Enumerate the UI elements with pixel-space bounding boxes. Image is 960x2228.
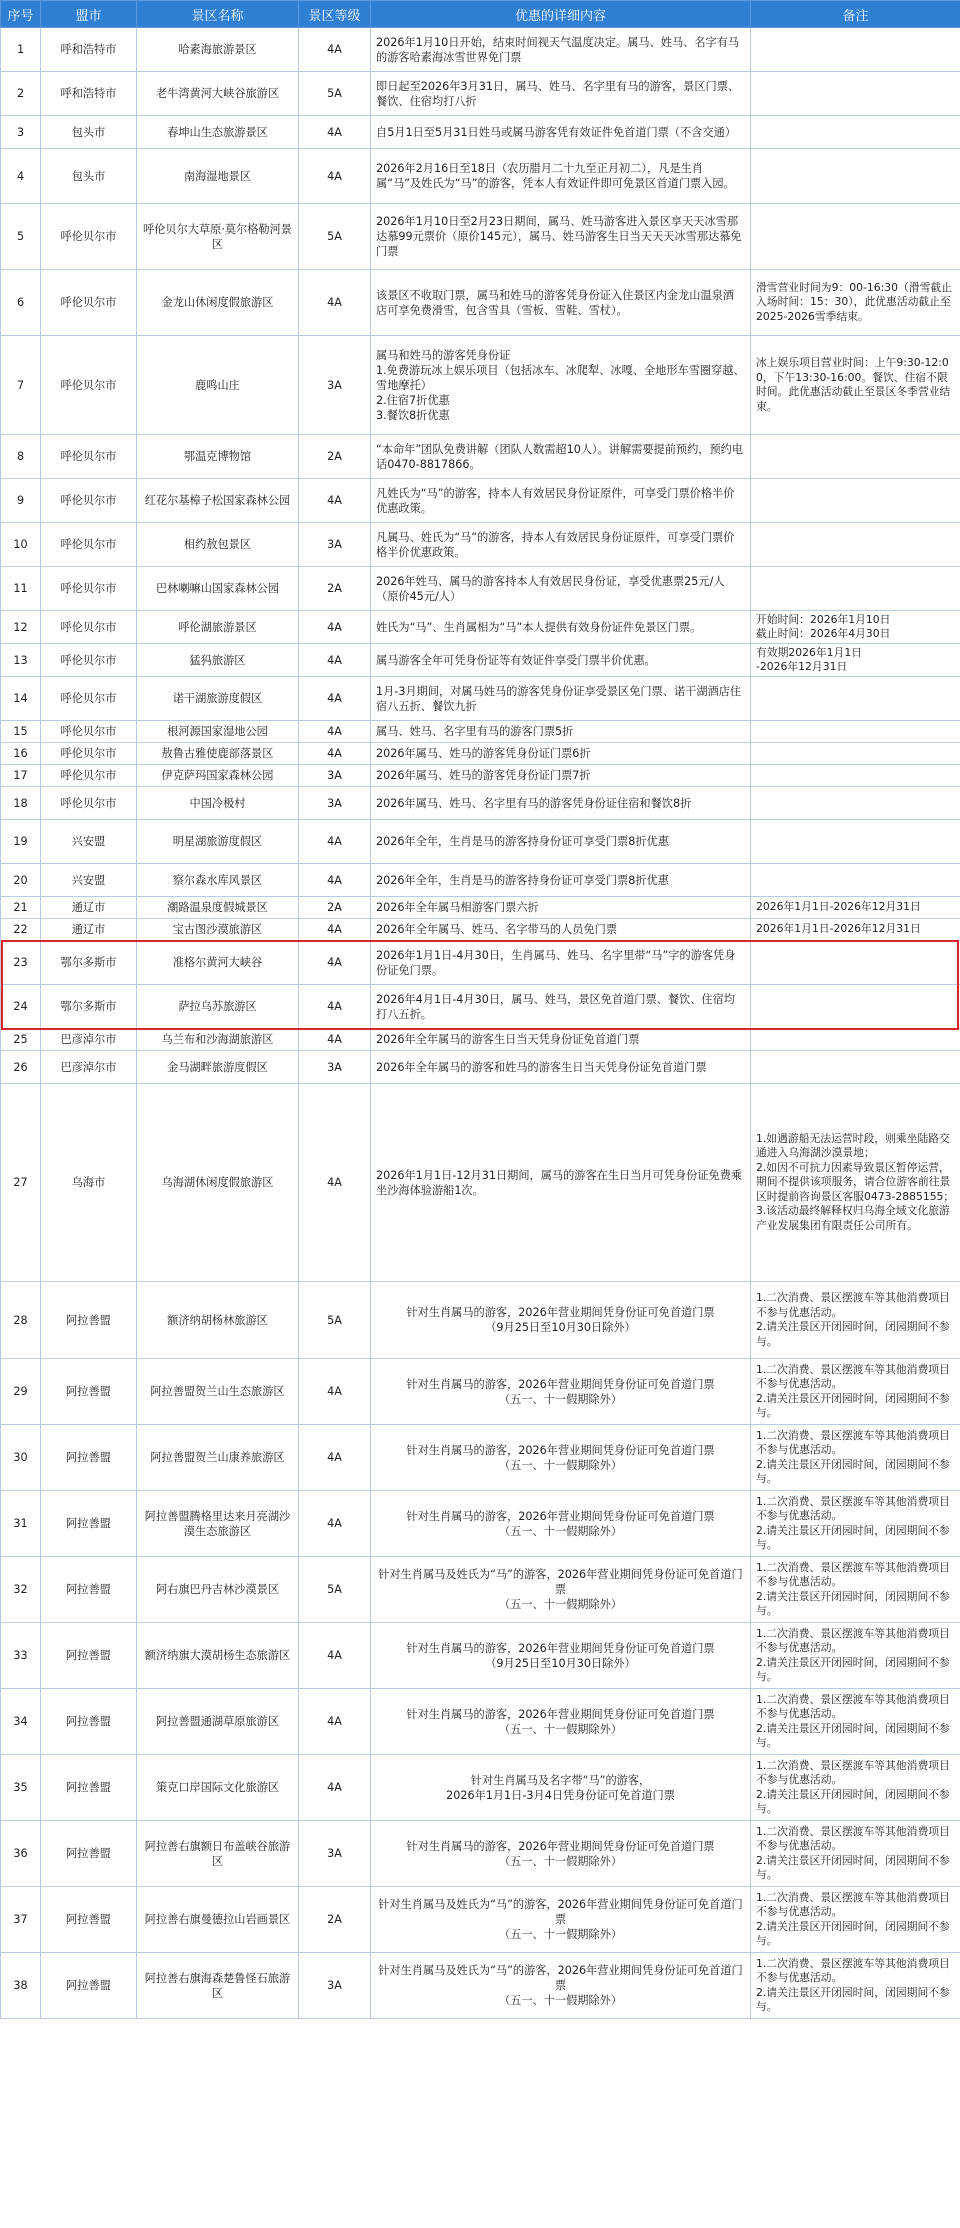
row-scenic-name: 红花尔基樟子松国家森林公园 — [137, 479, 299, 523]
row-scenic-name: 鹿鸣山庄 — [137, 336, 299, 435]
row-level: 4A — [299, 149, 371, 204]
row-number: 35 — [1, 1755, 41, 1821]
table-row — [1, 435, 960, 479]
row-remark: 1.二次消费、景区摆渡车等其他消费项目不参与优惠活动。 2.请关注景区开闭园时间，闭园期间不参与。 — [751, 1359, 960, 1425]
row-level: 4A — [299, 985, 371, 1029]
row-level: 3A — [299, 1821, 371, 1887]
row-level: 3A — [299, 1953, 371, 2019]
header-remark: 备注 — [751, 1, 960, 28]
table-row — [1, 743, 960, 765]
row-level: 2A — [299, 1887, 371, 1953]
row-city: 呼伦贝尔市 — [41, 743, 137, 765]
row-detail: 针对生肖属马及姓氏为“马”的游客，2026年营业期间凭身份证可免首道门票 （五一、十一假期除外） — [371, 1557, 751, 1623]
header-city: 盟市 — [41, 1, 137, 28]
row-number: 34 — [1, 1689, 41, 1755]
row-remark — [751, 116, 960, 149]
row-detail: 2026年属马、姓马的游客凭身份证门票6折 — [371, 743, 751, 765]
row-detail: 针对生肖属马的游客，2026年营业期间凭身份证可免首道门票 （五一、十一假期除外） — [371, 1689, 751, 1755]
table-row — [1, 1084, 960, 1282]
row-level: 3A — [299, 336, 371, 435]
row-city: 兴安盟 — [41, 820, 137, 864]
table-row — [1, 897, 960, 919]
row-scenic-name: 乌海湖休闲度假旅游区 — [137, 1084, 299, 1282]
row-scenic-name: 策克口岸国际文化旅游区 — [137, 1755, 299, 1821]
row-number: 15 — [1, 721, 41, 743]
table-row — [1, 611, 960, 644]
table-row — [1, 985, 960, 1029]
row-city: 呼伦贝尔市 — [41, 435, 137, 479]
row-scenic-name: 额济纳胡杨林旅游区 — [137, 1282, 299, 1359]
row-level: 4A — [299, 1084, 371, 1282]
row-detail: 凡姓氏为“马”的游客，持本人有效居民身份证原件，可享受门票价格半价优惠政策。 — [371, 479, 751, 523]
row-number: 2 — [1, 72, 41, 116]
row-remark: 开始时间：2026年1月10日 截止时间：2026年4月30日 — [751, 611, 960, 644]
row-remark — [751, 864, 960, 897]
row-scenic-name: 呼伦湖旅游景区 — [137, 611, 299, 644]
row-city: 阿拉善盟 — [41, 1821, 137, 1887]
row-remark: 1.二次消费、景区摆渡车等其他消费项目不参与优惠活动。 2.请关注景区开闭园时间，闭园期间不参与。 — [751, 1425, 960, 1491]
row-detail: 属马游客全年可凭身份证等有效证件享受门票半价优惠。 — [371, 644, 751, 677]
row-scenic-name: 阿右旗巴丹吉林沙漠景区 — [137, 1557, 299, 1623]
row-scenic-name: 根河源国家湿地公园 — [137, 721, 299, 743]
row-detail: 针对生肖属马的游客，2026年营业期间凭身份证可免首道门票 （9月25日至10月30日除外） — [371, 1623, 751, 1689]
row-scenic-name: 明星湖旅游度假区 — [137, 820, 299, 864]
row-remark: 1.二次消费、景区摆渡车等其他消费项目不参与优惠活动。 2.请关注景区开闭园时间，闭园期间不参与。 — [751, 1491, 960, 1557]
row-remark: 有效期2026年1月1日 -2026年12月31日 — [751, 644, 960, 677]
row-detail: 2026年1月1日-12月31日期间，属马的游客在生日当月可凭身份证免费乘坐沙海体验游船1次。 — [371, 1084, 751, 1282]
row-number: 12 — [1, 611, 41, 644]
row-level: 4A — [299, 743, 371, 765]
row-scenic-name: 老牛湾黄河大峡谷旅游区 — [137, 72, 299, 116]
row-level: 4A — [299, 677, 371, 721]
row-level: 4A — [299, 1491, 371, 1557]
row-detail: 属马、姓马、名字里有马的游客门票5折 — [371, 721, 751, 743]
row-scenic-name: 伊克萨玛国家森林公园 — [137, 765, 299, 787]
row-remark: 1.二次消费、景区摆渡车等其他消费项目不参与优惠活动。 2.请关注景区开闭园时间，闭园期间不参与。 — [751, 1689, 960, 1755]
row-city: 呼伦贝尔市 — [41, 787, 137, 820]
row-detail: 针对生肖属马的游客，2026年营业期间凭身份证可免首道门票 （五一、十一假期除外） — [371, 1359, 751, 1425]
row-number: 10 — [1, 523, 41, 567]
row-remark — [751, 677, 960, 721]
row-city: 阿拉善盟 — [41, 1359, 137, 1425]
row-level: 4A — [299, 919, 371, 941]
row-number: 37 — [1, 1887, 41, 1953]
header-level: 景区等级 — [299, 1, 371, 28]
row-scenic-name: 阿拉善盟通湖草原旅游区 — [137, 1689, 299, 1755]
row-scenic-name: 金马湖畔旅游度假区 — [137, 1051, 299, 1084]
row-level: 4A — [299, 1755, 371, 1821]
row-scenic-name: 察尔森水库风景区 — [137, 864, 299, 897]
row-remark — [751, 765, 960, 787]
row-remark — [751, 941, 960, 985]
row-remark: 2026年1月1日-2026年12月31日 — [751, 897, 960, 919]
row-scenic-name: 阿拉善盟贺兰山康养旅游区 — [137, 1425, 299, 1491]
row-level: 4A — [299, 820, 371, 864]
row-city: 阿拉善盟 — [41, 1557, 137, 1623]
row-detail: 2026年姓马、属马的游客持本人有效居民身份证，享受优惠票25元/人（原价45元/人） — [371, 567, 751, 611]
row-remark: 1.如遇游船无法运营时段，则乘坐陆路交通进入乌海湖沙漠景地； 2.如因不可抗力因素导致景区暂停运营，期间不提供该项服务，请合位游客前往景区时提前咨询景区客服0473-2885155； 3.该活动最终解释权归乌海全域文化旅游产业发展集团有限责任公司所有。 — [751, 1084, 960, 1282]
row-number: 9 — [1, 479, 41, 523]
row-number: 3 — [1, 116, 41, 149]
table-row — [1, 1755, 960, 1821]
row-scenic-name: 阿拉善盟腾格里达来月亮湖沙漠生态旅游区 — [137, 1491, 299, 1557]
row-city: 包头市 — [41, 149, 137, 204]
row-number: 28 — [1, 1282, 41, 1359]
table-row — [1, 820, 960, 864]
row-level: 4A — [299, 941, 371, 985]
row-city: 呼伦贝尔市 — [41, 336, 137, 435]
row-detail: 2026年1月10日至2月23日期间，属马、姓马游客进入景区享天天冰雪那达慕99元票价（原价145元），属马、姓马游客生日当天天天冰雪那达慕免门票 — [371, 204, 751, 270]
row-number: 29 — [1, 1359, 41, 1425]
row-scenic-name: 萨拉乌苏旅游区 — [137, 985, 299, 1029]
table-row — [1, 1689, 960, 1755]
row-number: 33 — [1, 1623, 41, 1689]
row-city: 呼和浩特市 — [41, 28, 137, 72]
row-number: 38 — [1, 1953, 41, 2019]
row-scenic-name: 中国冷极村 — [137, 787, 299, 820]
header-no: 序号 — [1, 1, 41, 28]
row-city: 呼伦贝尔市 — [41, 204, 137, 270]
table-row — [1, 116, 960, 149]
row-level: 4A — [299, 1029, 371, 1051]
row-scenic-name: 敖鲁古雅使鹿部落景区 — [137, 743, 299, 765]
row-scenic-name: 准格尔黄河大峡谷 — [137, 941, 299, 985]
row-number: 26 — [1, 1051, 41, 1084]
row-level: 4A — [299, 479, 371, 523]
table-row — [1, 721, 960, 743]
row-city: 呼伦贝尔市 — [41, 523, 137, 567]
row-level: 4A — [299, 864, 371, 897]
row-remark — [751, 523, 960, 567]
row-level: 3A — [299, 523, 371, 567]
table-header-row — [1, 1, 960, 28]
row-scenic-name: 乌兰布和沙海湖旅游区 — [137, 1029, 299, 1051]
row-city: 巴彦淖尔市 — [41, 1029, 137, 1051]
row-detail: 1月-3月期间，对属马姓马的游客凭身份证享受景区免门票、诺干湖酒店住宿八五折、餐饮九折 — [371, 677, 751, 721]
row-remark — [751, 820, 960, 864]
row-detail: 针对生肖属马的游客，2026年营业期间凭身份证可免首道门票 （五一、十一假期除外） — [371, 1425, 751, 1491]
table-row — [1, 765, 960, 787]
row-city: 阿拉善盟 — [41, 1689, 137, 1755]
row-remark — [751, 567, 960, 611]
row-scenic-name: 哈素海旅游景区 — [137, 28, 299, 72]
table-row — [1, 1491, 960, 1557]
row-detail: 2026年全年，生肖是马的游客持身份证可享受门票8折优惠 — [371, 864, 751, 897]
row-number: 32 — [1, 1557, 41, 1623]
row-detail: 姓氏为“马”、生肖属相为“马”本人提供有效身份证件免景区门票。 — [371, 611, 751, 644]
row-city: 呼伦贝尔市 — [41, 270, 137, 336]
row-number: 22 — [1, 919, 41, 941]
row-level: 4A — [299, 1623, 371, 1689]
row-number: 36 — [1, 1821, 41, 1887]
row-scenic-name: 春坤山生态旅游景区 — [137, 116, 299, 149]
table-row — [1, 149, 960, 204]
table-row — [1, 1425, 960, 1491]
row-level: 4A — [299, 28, 371, 72]
row-scenic-name: 呼伦贝尔大草原·莫尔格勒河景区 — [137, 204, 299, 270]
row-scenic-name: 金龙山休闲度假旅游区 — [137, 270, 299, 336]
row-level: 5A — [299, 72, 371, 116]
table-row — [1, 1623, 960, 1689]
row-remark — [751, 743, 960, 765]
row-scenic-name: 潮路温泉度假城景区 — [137, 897, 299, 919]
row-number: 21 — [1, 897, 41, 919]
row-remark: 1.二次消费、景区摆渡车等其他消费项目不参与优惠活动。 2.请关注景区开闭园时间，闭园期间不参与。 — [751, 1953, 960, 2019]
row-scenic-name: 阿拉善盟贺兰山生态旅游区 — [137, 1359, 299, 1425]
row-remark: 1.二次消费、景区摆渡车等其他消费项目不参与优惠活动。 2.请关注景区开闭园时间，闭园期间不参与。 — [751, 1623, 960, 1689]
row-number: 4 — [1, 149, 41, 204]
row-level: 4A — [299, 270, 371, 336]
row-remark — [751, 28, 960, 72]
row-number: 31 — [1, 1491, 41, 1557]
row-city: 呼伦贝尔市 — [41, 611, 137, 644]
row-level: 4A — [299, 721, 371, 743]
row-scenic-name: 诺干湖旅游度假区 — [137, 677, 299, 721]
row-city: 通辽市 — [41, 919, 137, 941]
row-detail: 2026年全年属马的游客和姓马的游客生日当天凭身份证免首道门票 — [371, 1051, 751, 1084]
row-remark — [751, 479, 960, 523]
row-detail: 2026年全年，生肖是马的游客持身份证可享受门票8折优惠 — [371, 820, 751, 864]
row-city: 鄂尔多斯市 — [41, 985, 137, 1029]
row-scenic-name: 南海湿地景区 — [137, 149, 299, 204]
table-row — [1, 1029, 960, 1051]
row-number: 25 — [1, 1029, 41, 1051]
row-detail: 2026年全年属马的游客生日当天凭身份证免首道门票 — [371, 1029, 751, 1051]
row-number: 14 — [1, 677, 41, 721]
row-level: 4A — [299, 1689, 371, 1755]
row-city: 阿拉善盟 — [41, 1282, 137, 1359]
row-city: 呼伦贝尔市 — [41, 765, 137, 787]
row-detail: 2026年2月16日至18日（农历腊月二十九至正月初二），凡是生肖属“马”及姓氏为“马”的游客，凭本人有效证件即可免景区首道门票入园。 — [371, 149, 751, 204]
table-row — [1, 1282, 960, 1359]
row-city: 阿拉善盟 — [41, 1623, 137, 1689]
row-detail: 针对生肖属马及姓氏为“马”的游客，2026年营业期间凭身份证可免首道门票 （五一、十一假期除外） — [371, 1887, 751, 1953]
row-city: 鄂尔多斯市 — [41, 941, 137, 985]
row-detail: 2026年4月1日-4月30日，属马、姓马，景区免首道门票、餐饮、住宿均打八五折。 — [371, 985, 751, 1029]
row-detail: 针对生肖属马及姓氏为“马”的游客，2026年营业期间凭身份证可免首道门票 （五一、十一假期除外） — [371, 1953, 751, 2019]
row-number: 17 — [1, 765, 41, 787]
row-city: 呼伦贝尔市 — [41, 644, 137, 677]
row-remark: 1.二次消费、景区摆渡车等其他消费项目不参与优惠活动。 2.请关注景区开闭园时间，闭园期间不参与。 — [751, 1821, 960, 1887]
row-remark: 1.二次消费、景区摆渡车等其他消费项目不参与优惠活动。 2.请关注景区开闭园时间，闭园期间不参与。 — [751, 1557, 960, 1623]
row-number: 7 — [1, 336, 41, 435]
row-level: 4A — [299, 611, 371, 644]
row-detail: 2026年全年属马相游客门票六折 — [371, 897, 751, 919]
row-number: 1 — [1, 28, 41, 72]
table-row — [1, 270, 960, 336]
row-detail: 凡属马、姓氏为“马”的游客，持本人有效居民身份证原件，可享受门票价格半价优惠政策。 — [371, 523, 751, 567]
row-city: 呼伦贝尔市 — [41, 567, 137, 611]
row-level: 2A — [299, 567, 371, 611]
row-detail: 即日起至2026年3月31日，属马、姓马、名字里有马的游客，景区门票、餐饮、住宿均打八折 — [371, 72, 751, 116]
table-row — [1, 336, 960, 435]
row-detail: 自5月1日至5月31日姓马或属马游客凭有效证件免首道门票（不含交通） — [371, 116, 751, 149]
table-row — [1, 204, 960, 270]
row-level: 4A — [299, 644, 371, 677]
table-row — [1, 523, 960, 567]
row-remark: 1.二次消费、景区摆渡车等其他消费项目不参与优惠活动。 2.请关注景区开闭园时间，闭园期间不参与。 — [751, 1755, 960, 1821]
row-level: 4A — [299, 1359, 371, 1425]
table-row — [1, 567, 960, 611]
row-detail: 针对生肖属马的游客，2026年营业期间凭身份证可免首道门票 （五一、十一假期除外） — [371, 1821, 751, 1887]
row-number: 11 — [1, 567, 41, 611]
row-scenic-name: 阿拉善右旗海森楚鲁怪石旅游区 — [137, 1953, 299, 2019]
table-row — [1, 919, 960, 941]
row-remark: 滑雪营业时间为9：00-16:30（滑雪截止入场时间：15：30），此优惠活动截止至2025-2026雪季结束。 — [751, 270, 960, 336]
row-level: 3A — [299, 1051, 371, 1084]
table-row — [1, 479, 960, 523]
row-number: 18 — [1, 787, 41, 820]
row-remark — [751, 1029, 960, 1051]
table-body — [1, 28, 960, 2019]
row-number: 19 — [1, 820, 41, 864]
header-scenic-name: 景区名称 — [137, 1, 299, 28]
row-detail: 该景区不收取门票，属马和姓马的游客凭身份证入住景区内金龙山温泉酒店可享免费滑雪，包含雪具（雪板、雪鞋、雪杖）。 — [371, 270, 751, 336]
table-row — [1, 1051, 960, 1084]
row-remark — [751, 787, 960, 820]
row-city: 阿拉善盟 — [41, 1425, 137, 1491]
row-scenic-name: 鄂温克博物馆 — [137, 435, 299, 479]
row-scenic-name: 猛犸旅游区 — [137, 644, 299, 677]
table-row — [1, 72, 960, 116]
row-scenic-name: 相约敖包景区 — [137, 523, 299, 567]
row-level: 2A — [299, 435, 371, 479]
row-remark — [751, 1051, 960, 1084]
row-scenic-name: 阿拉善右旗额日布盖峡谷旅游区 — [137, 1821, 299, 1887]
row-level: 3A — [299, 765, 371, 787]
table-row — [1, 1821, 960, 1887]
row-level: 4A — [299, 116, 371, 149]
row-scenic-name: 宝古图沙漠旅游区 — [137, 919, 299, 941]
row-detail: 针对生肖属马的游客，2026年营业期间凭身份证可免首道门票 （9月25日至10月30日除外） — [371, 1282, 751, 1359]
row-remark: 1.二次消费、景区摆渡车等其他消费项目不参与优惠活动。 2.请关注景区开闭园时间，闭园期间不参与。 — [751, 1282, 960, 1359]
row-number: 16 — [1, 743, 41, 765]
row-detail: 2026年1月1日-4月30日，生肖属马、姓马、名字里带“马”字的游客凭身份证免门票。 — [371, 941, 751, 985]
row-number: 23 — [1, 941, 41, 985]
table-row — [1, 644, 960, 677]
table-row — [1, 677, 960, 721]
row-city: 呼伦贝尔市 — [41, 721, 137, 743]
row-city: 巴彦淖尔市 — [41, 1051, 137, 1084]
row-level: 3A — [299, 787, 371, 820]
row-remark — [751, 72, 960, 116]
row-scenic-name: 阿拉善右旗曼德拉山岩画景区 — [137, 1887, 299, 1953]
row-number: 8 — [1, 435, 41, 479]
row-city: 呼和浩特市 — [41, 72, 137, 116]
row-city: 呼伦贝尔市 — [41, 677, 137, 721]
row-detail: 2026年属马、姓马的游客凭身份证门票7折 — [371, 765, 751, 787]
row-city: 包头市 — [41, 116, 137, 149]
row-detail: 2026年全年属马、姓马、名字带马的人员免门票 — [371, 919, 751, 941]
row-remark — [751, 721, 960, 743]
row-level: 5A — [299, 1557, 371, 1623]
row-city: 通辽市 — [41, 897, 137, 919]
row-number: 6 — [1, 270, 41, 336]
table-row — [1, 1557, 960, 1623]
row-city: 阿拉善盟 — [41, 1491, 137, 1557]
row-level: 5A — [299, 204, 371, 270]
table-row — [1, 28, 960, 72]
row-number: 24 — [1, 985, 41, 1029]
table-row — [1, 1359, 960, 1425]
row-city: 阿拉善盟 — [41, 1953, 137, 2019]
row-level: 5A — [299, 1282, 371, 1359]
row-detail: 针对生肖属马及名字带“马”的游客， 2026年1月1日-3月4日凭身份证可免首道门票 — [371, 1755, 751, 1821]
row-city: 乌海市 — [41, 1084, 137, 1282]
table-row — [1, 1953, 960, 2019]
row-remark — [751, 435, 960, 479]
row-city: 兴安盟 — [41, 864, 137, 897]
row-detail: 2026年1月10日开始，结束时间视天气温度决定。属马、姓马、名字有马的游客哈素海冰雪世界免门票 — [371, 28, 751, 72]
row-remark: 1.二次消费、景区摆渡车等其他消费项目不参与优惠活动。 2.请关注景区开闭园时间，闭园期间不参与。 — [751, 1887, 960, 1953]
row-level: 4A — [299, 1425, 371, 1491]
row-number: 20 — [1, 864, 41, 897]
row-number: 27 — [1, 1084, 41, 1282]
row-level: 2A — [299, 897, 371, 919]
table-row — [1, 864, 960, 897]
row-detail: 属马和姓马的游客凭身份证 1.免费游玩冰上娱乐项目（包括冰车、冰爬犁、冰嘎、全地形车雪圈穿越、雪地摩托） 2.住宿7折优惠 3.餐饮8折优惠 — [371, 336, 751, 435]
row-number: 30 — [1, 1425, 41, 1491]
row-remark — [751, 149, 960, 204]
row-detail: 针对生肖属马的游客，2026年营业期间凭身份证可免首道门票 （五一、十一假期除外） — [371, 1491, 751, 1557]
row-detail: “本命年”团队免费讲解（团队人数需超10人）。讲解需要提前预约，预约电话0470-8817866。 — [371, 435, 751, 479]
row-city: 阿拉善盟 — [41, 1887, 137, 1953]
row-detail: 2026年属马、姓马、名字里有马的游客凭身份证住宿和餐饮8折 — [371, 787, 751, 820]
row-number: 13 — [1, 644, 41, 677]
row-city: 呼伦贝尔市 — [41, 479, 137, 523]
row-remark — [751, 204, 960, 270]
row-number: 5 — [1, 204, 41, 270]
row-city: 阿拉善盟 — [41, 1755, 137, 1821]
row-remark — [751, 985, 960, 1029]
row-remark: 2026年1月1日-2026年12月31日 — [751, 919, 960, 941]
table-row — [1, 941, 960, 985]
row-remark: 冰上娱乐项目营业时间：上午9:30-12:00，下午13:30-16:00。餐饮、住宿不限时间。此优惠活动截止至景区冬季营业结束。 — [751, 336, 960, 435]
table-row — [1, 1887, 960, 1953]
row-scenic-name: 额济纳旗大漠胡杨生态旅游区 — [137, 1623, 299, 1689]
table-row — [1, 787, 960, 820]
row-scenic-name: 巴林喇嘛山国家森林公园 — [137, 567, 299, 611]
header-detail: 优惠的详细内容 — [371, 1, 751, 28]
